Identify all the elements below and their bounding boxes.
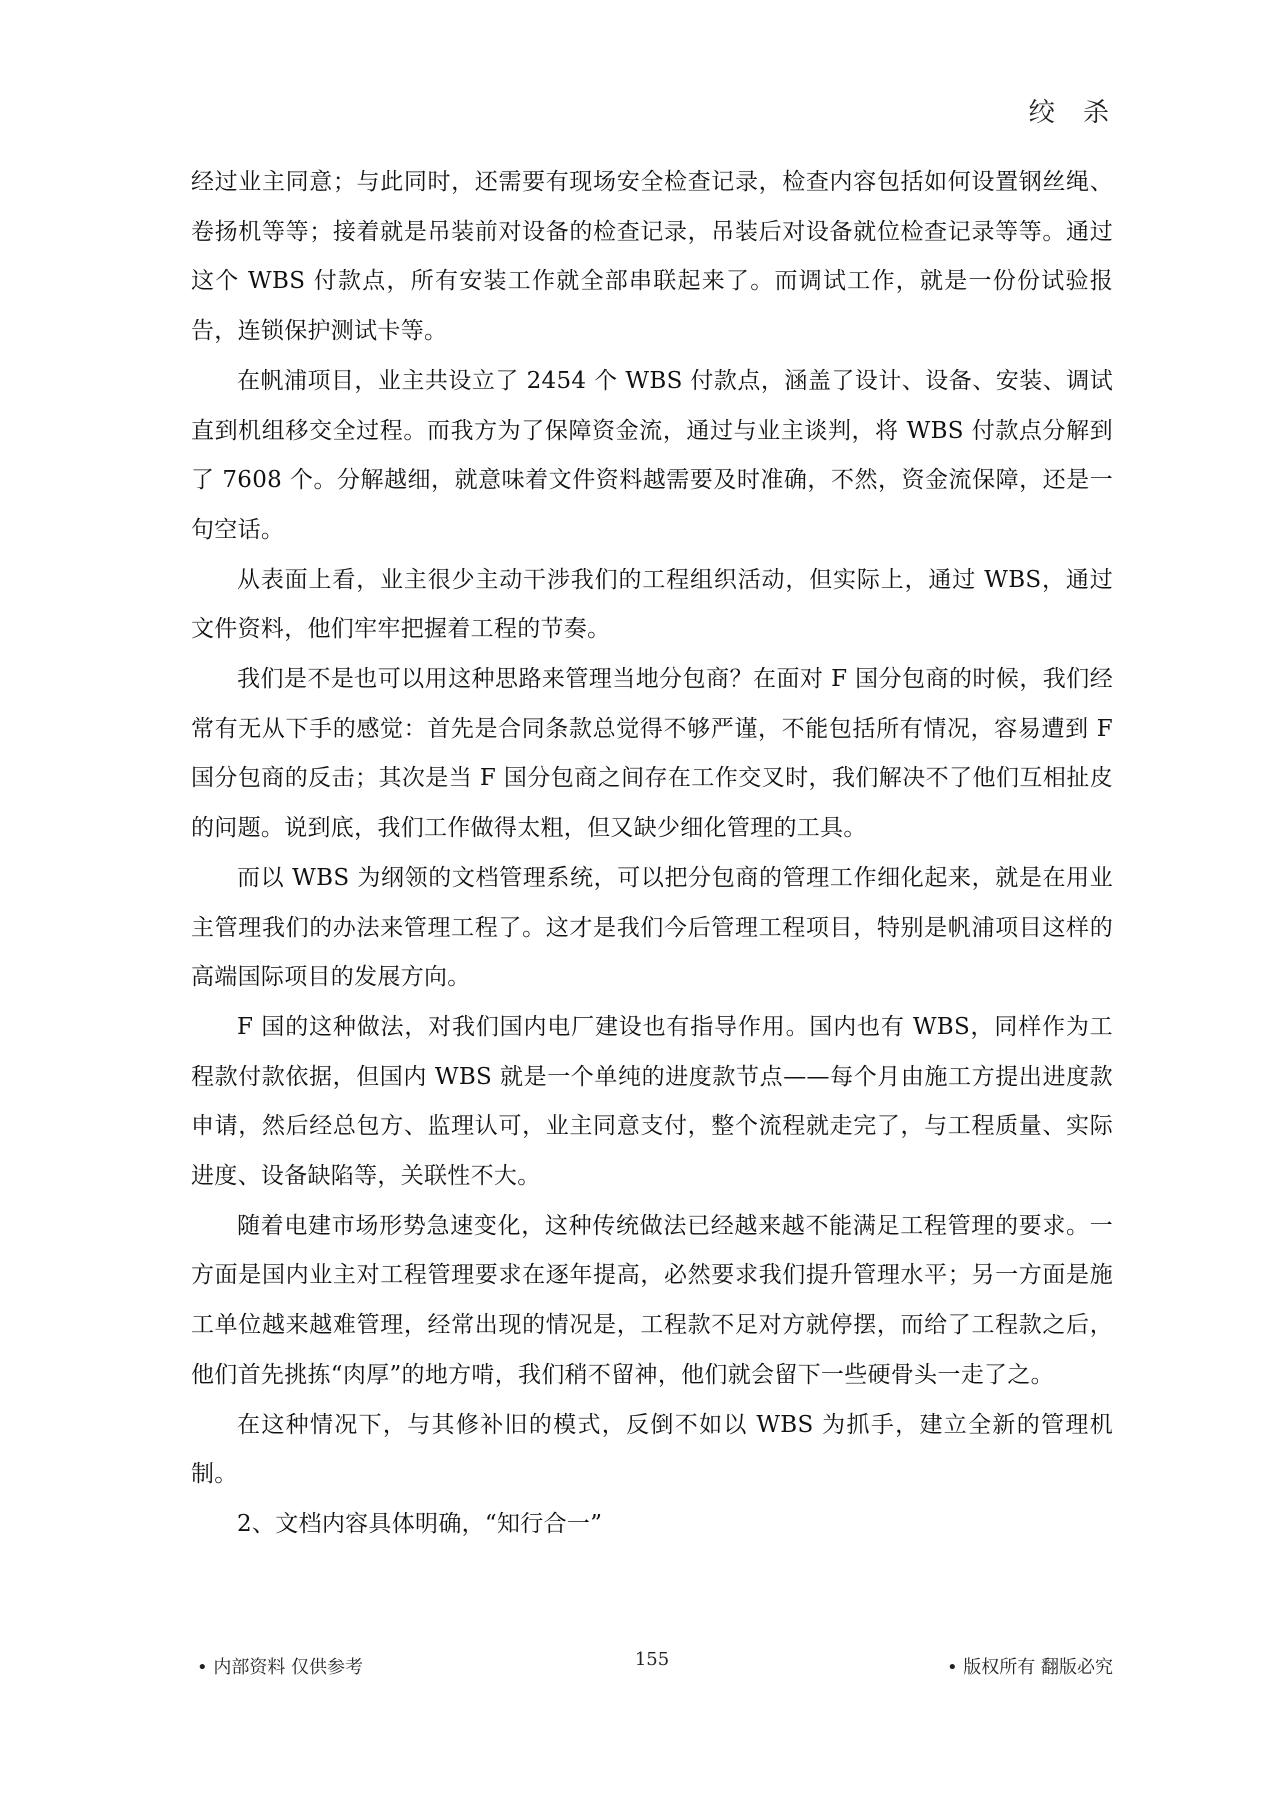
page-body <box>191 158 1113 1550</box>
paragraph: 我们是不是也可以用这种思路来管理当地分包商？在面对 F 国分包商的时候，我们经常有无从下手的感觉：首先是合同条款总觉得不够严谨，不能包括所有情况，容易遭到 F 国分包商的反击；其次是当 F 国分包商之间存在工作交叉时，我们解决不了他们互相扯皮的问题。说到底，我们工作做得太粗，但又缺少细化管理的工具。 <box>191 666 1113 842</box>
footer-internal-note: • 内部资料 仅供参考 <box>197 1657 364 1678</box>
page-footer <box>191 1649 1113 1683</box>
paragraph: 从表面上看，业主很少主动干涉我们的工程组织活动，但实际上，通过 WBS，通过文件资料，他们牢牢把握着工程的节奏。 <box>191 566 1113 643</box>
running-header: 绞 杀 <box>1028 98 1119 128</box>
paragraph: 而以 WBS 为纲领的文档管理系统，可以把分包商的管理工作细化起来，就是在用业主管理我们的办法来管理工程了。这才是我们今后管理工程项目，特别是帆浦项目这样的高端国际项目的发展方向。 <box>191 864 1113 991</box>
paragraph: 在帆浦项目，业主共设立了 2454 个 WBS 付款点，涵盖了设计、设备、安装、调试直到机组移交全过程。而我方为了保障资金流，通过与业主谈判，将 WBS 付款点分解到了 7608 个。分解越细，就意味着文件资料越需要及时准确，不然，资金流保障，还是一句空话。 <box>191 367 1113 543</box>
paragraph: 经过业主同意；与此同时，还需要有现场安全检查记录，检查内容包括如何设置钢丝绳、卷扬机等等；接着就是吊装前对设备的检查记录，吊装后对设备就位检查记录等等。通过这个 WBS 付款点，所有安装工作就全部串联起来了。而调试工作，就是一份份试验报告，连锁保护测试卡等。 <box>191 169 1113 345</box>
section-heading: 2、文档内容具体明确，“知行合一” <box>237 1510 603 1537</box>
paragraph: 随着电建市场形势急速变化，这种传统做法已经越来越不能满足工程管理的要求。一方面是国内业主对工程管理要求在逐年提高，必然要求我们提升管理水平；另一方面是施工单位越来越难管理，经常出现的情况是，工程款不足对方就停摆，而给了工程款之后，他们首先挑拣“肉厚”的地方啃，我们稍不留神，他们就会留下一些硬骨头一走了之。 <box>191 1212 1113 1388</box>
paragraph: F 国的这种做法，对我们国内电厂建设也有指导作用。国内也有 WBS，同样作为工程款付款依据，但国内 WBS 就是一个单纯的进度款节点——每个月由施工方提出进度款申请，然后经总包方、监理认可，业主同意支付，整个流程就走完了，与工程质量、实际进度、设备缺陷等，关联性不大。 <box>191 1013 1113 1190</box>
footer-copyright: • 版权所有 翻版必究 <box>946 1657 1113 1678</box>
page-number: 155 <box>634 1649 670 1670</box>
paragraph: 在这种情况下，与其修补旧的模式，反倒不如以 WBS 为抓手，建立全新的管理机制。 <box>191 1411 1113 1488</box>
